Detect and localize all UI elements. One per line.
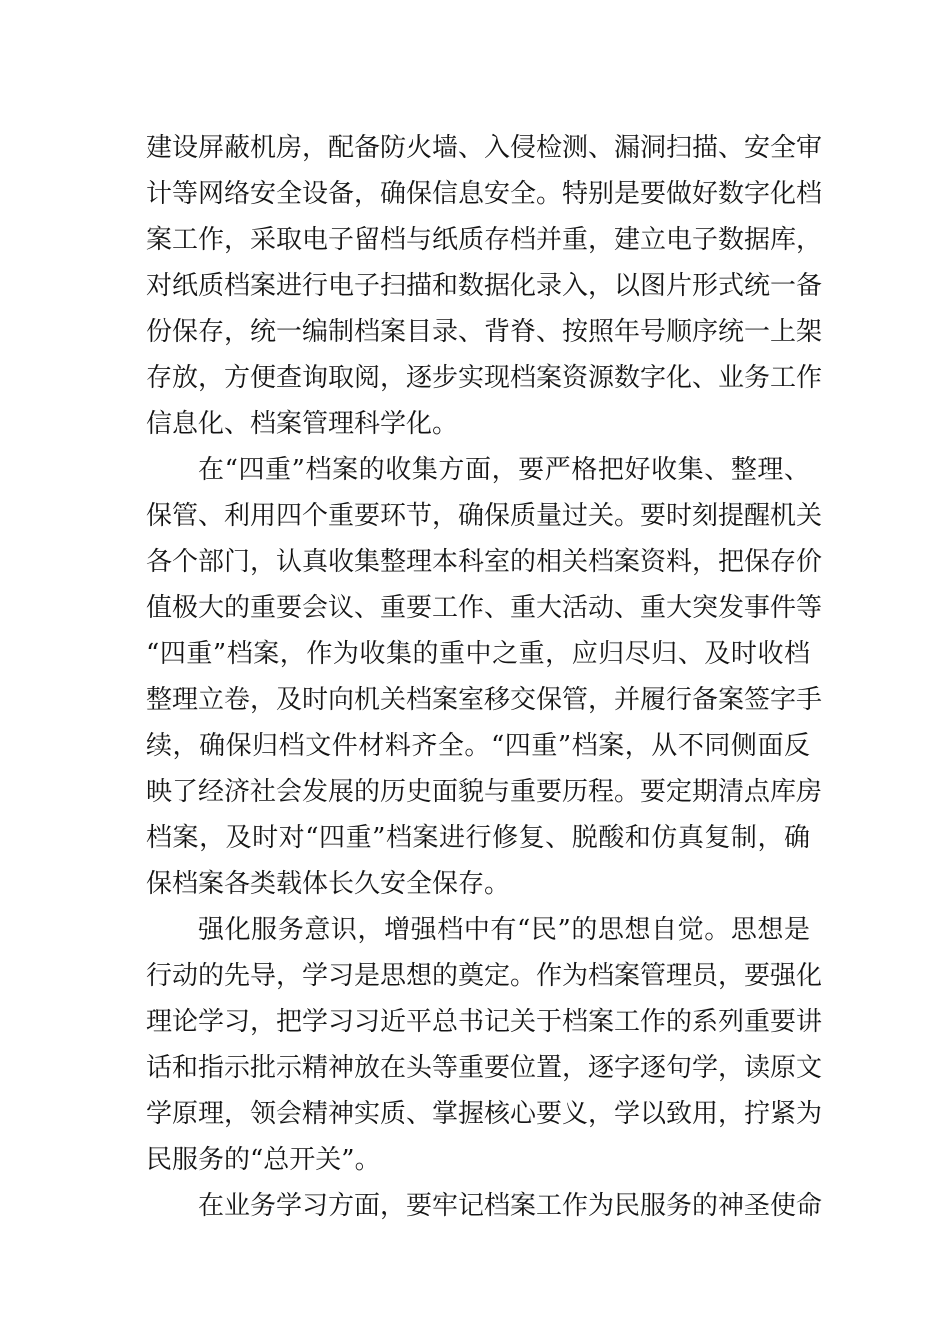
text-line: 建设屏蔽机房，配备防火墙、入侵检测、漏洞扫描、安全审 [146,133,823,163]
text-line: 民服务的“总开关”。 [146,1145,381,1175]
paragraph-first-line: 强化服务意识，增强档中有“民”的思想自觉。思想是 [198,915,810,945]
text-line: 保管、利用四个重要环节，确保质量过关。要时刻提醒机关 [146,501,823,531]
text-line: 行动的先导，学习是思想的奠定。作为档案管理员，要强化 [146,961,823,991]
text-line: 案工作，采取电子留档与纸质存档并重，建立电子数据库， [146,225,823,255]
text-line: 对纸质档案进行电子扫描和数据化录入，以图片形式统一备 [146,271,823,301]
text-line: 续，确保归档文件材料齐全。“四重”档案，从不同侧面反 [146,731,810,761]
text-line: “四重”档案，作为收集的重中之重，应归尽归、及时收档 [146,639,810,669]
text-line: 话和指示批示精神放在头等重要位置，逐字逐句学，读原文 [146,1053,823,1083]
text-line: 各个部门，认真收集整理本科室的相关档案资料，把保存价 [146,547,823,577]
text-line: 计等网络安全设备，确保信息安全。特别是要做好数字化档 [146,179,823,209]
text-line: 档案，及时对“四重”档案进行修复、脱酸和仿真复制，确 [146,823,810,853]
paragraph-first-line: 在业务学习方面，要牢记档案工作为民服务的神圣使命 [198,1191,823,1221]
text-line: 保档案各类载体长久安全保存。 [146,869,511,899]
text-line: 份保存，统一编制档案目录、背脊、按照年号顺序统一上架 [146,317,823,347]
text-line: 映了经济社会发展的历史面貌与重要历程。要定期清点库房 [146,777,823,807]
text-line: 值极大的重要会议、重要工作、重大活动、重大突发事件等 [146,593,823,623]
text-line: 学原理，领会精神实质、掌握核心要义，学以致用，拧紧为 [146,1099,823,1129]
paragraph-first-line: 在“四重”档案的收集方面，要严格把好收集、整理、 [198,455,810,485]
text-line: 存放，方便查询取阅，逐步实现档案资源数字化、业务工作 [146,363,823,393]
text-line: 信息化、档案管理科学化。 [146,409,459,439]
text-line: 理论学习，把学习习近平总书记关于档案工作的系列重要讲 [146,1007,823,1037]
text-line: 整理立卷，及时向机关档案室移交保管，并履行备案签字手 [146,685,823,715]
